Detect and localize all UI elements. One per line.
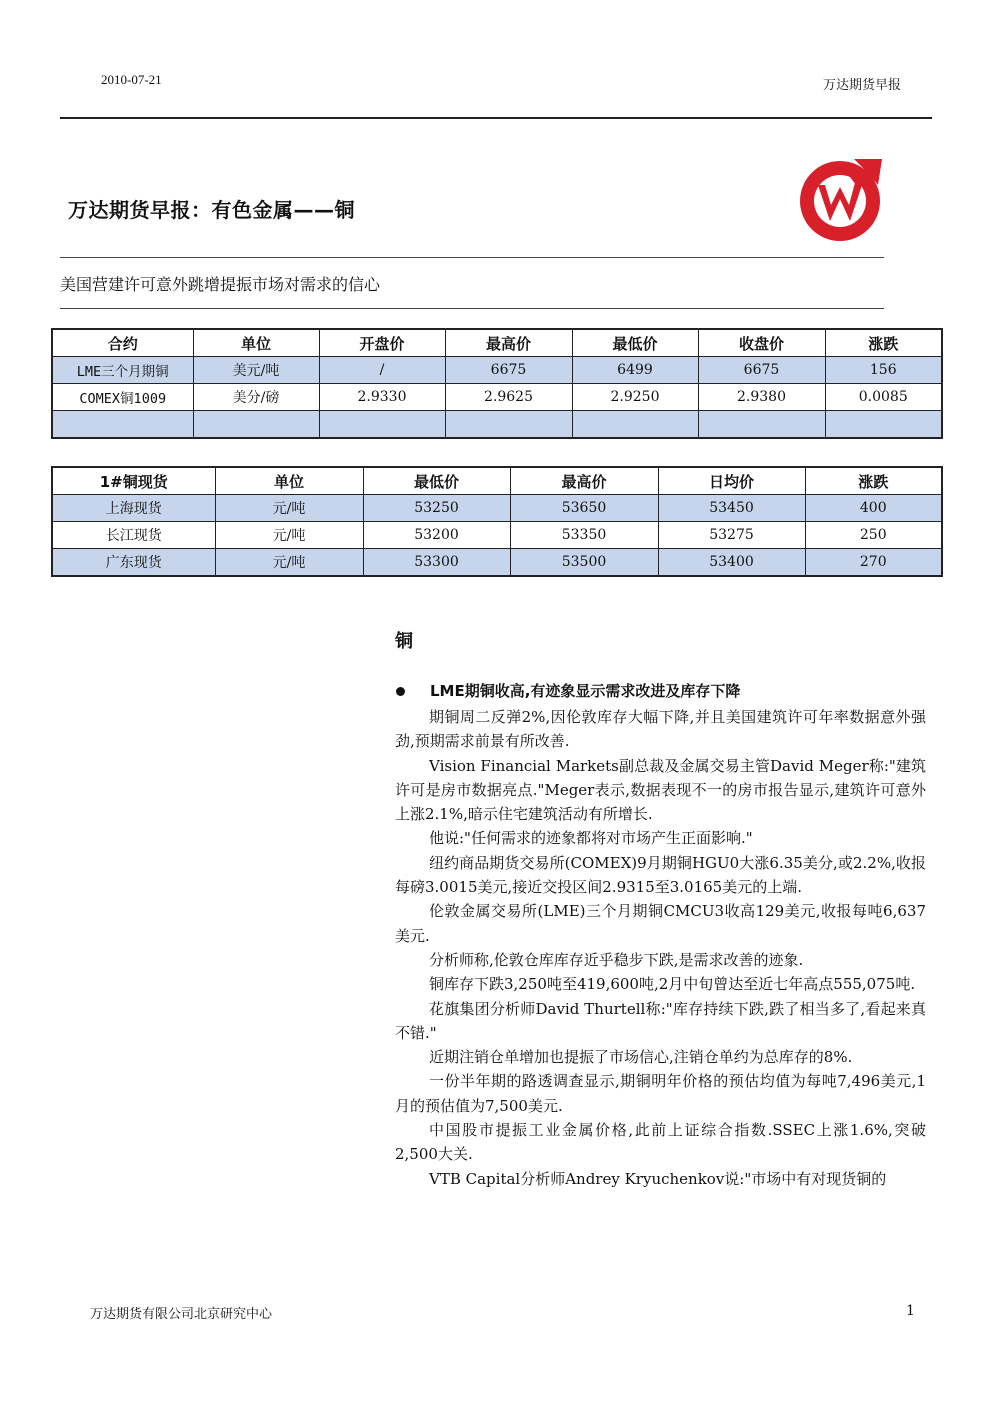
header-cell: 1#铜现货 <box>52 467 215 495</box>
table-cell <box>445 411 572 439</box>
table-cell: 400 <box>805 495 942 522</box>
table-cell: 53500 <box>510 549 658 577</box>
bullet-dot-icon <box>396 687 405 696</box>
table-cell: 长江现货 <box>52 522 215 549</box>
paragraph: 分析师称,伦敦仓库库存近乎稳步下跌,是需求改善的迹象. <box>429 950 804 969</box>
table-cell: / <box>319 357 445 384</box>
table-cell: 2.9330 <box>319 384 445 411</box>
table-cell: 270 <box>805 549 942 577</box>
table-cell: 53300 <box>363 549 510 577</box>
paragraph: 他说:"任何需求的迹象都将对市场产生正面影响." <box>429 829 753 848</box>
table-cell: 美分/磅 <box>193 384 319 411</box>
subtitle-rule-bottom <box>60 308 884 309</box>
table-cell: 2.9250 <box>572 384 698 411</box>
spot-table <box>51 466 943 577</box>
paragraph: 期铜周二反弹2%,因伦敦库存大幅下降,并且美国建筑许可年率数据意外强劲,预期需求前景有所改善. <box>395 708 926 751</box>
header-cell: 收盘价 <box>698 329 825 357</box>
paragraph: 一份半年期的路透调查显示,期铜明年价格的预估均值为每吨7,496美元,1月的预估值为7,500美元. <box>395 1072 926 1115</box>
table-cell: 156 <box>825 357 942 384</box>
wanda-logo-icon <box>796 155 884 243</box>
table-cell: 0.0085 <box>825 384 942 411</box>
header-cell: 涨跌 <box>805 467 942 495</box>
table-cell: 元/吨 <box>215 495 363 522</box>
header-cell: 合约 <box>52 329 193 357</box>
paragraph: 近期注销仓单增加也提振了市场信心,注销仓单约为总库存的8%. <box>429 1048 853 1067</box>
table-cell: 广东现货 <box>52 549 215 577</box>
table-cell: 上海现货 <box>52 495 215 522</box>
table-cell: 6675 <box>698 357 825 384</box>
header-date: 2010-07-21 <box>101 72 162 87</box>
paragraph: 铜库存下跌3,250吨至419,600吨,2月中旬曾达至近七年高点555,075吨. <box>429 975 916 994</box>
footer-company: 万达期货有限公司北京研究中心 <box>90 1307 273 1322</box>
table-cell <box>572 411 698 439</box>
table-cell: 53450 <box>658 495 805 522</box>
table-row <box>52 357 942 384</box>
table-cell: 53350 <box>510 522 658 549</box>
paragraph: 伦敦金属交易所(LME)三个月期铜CMCU3收高129美元,收报每吨6,637美元. <box>395 902 926 945</box>
table-cell: 2.9625 <box>445 384 572 411</box>
table-cell <box>825 411 942 439</box>
header-cell: 单位 <box>193 329 319 357</box>
page-title: 万达期货早报：有色金属——铜 <box>68 198 355 222</box>
section-heading: 铜 <box>395 631 413 652</box>
table-cell: 6675 <box>445 357 572 384</box>
table-cell: 250 <box>805 522 942 549</box>
futures-table <box>51 328 943 439</box>
table-cell <box>698 411 825 439</box>
subtitle-rule-top <box>60 257 884 258</box>
table-header-row <box>52 329 942 357</box>
header-cell: 最高价 <box>510 467 658 495</box>
table-cell: 美元/吨 <box>193 357 319 384</box>
table-cell: 53650 <box>510 495 658 522</box>
header-cell: 最低价 <box>572 329 698 357</box>
paragraph: Vision Financial Markets副总裁及金属交易主管David Meger称:"建筑许可是房市数据亮点."Meger表示,数据表现不一的房市报告显示,建筑许可意外上涨2.1%,暗示住宅建筑活动有所增长. <box>395 756 926 824</box>
table-cell: COMEX铜1009 <box>52 384 193 411</box>
subtitle: 美国营建许可意外跳增提振市场对需求的信心 <box>60 275 381 294</box>
page-number: 1 <box>906 1303 915 1319</box>
table-cell: 53250 <box>363 495 510 522</box>
table-cell: 53400 <box>658 549 805 577</box>
table-cell: 53200 <box>363 522 510 549</box>
table-row <box>52 522 942 549</box>
header-publication: 万达期货早报 <box>822 78 901 93</box>
table-header-row <box>52 467 942 495</box>
table-row <box>52 411 942 439</box>
header-cell: 涨跌 <box>825 329 942 357</box>
header-rule <box>60 117 932 119</box>
table-row <box>52 549 942 577</box>
table-row <box>52 495 942 522</box>
article-body <box>395 705 926 1191</box>
paragraph: 花旗集团分析师David Thurtell称:"库存持续下跌,跌了相当多了,看起来真不错." <box>395 999 926 1042</box>
table-cell: 元/吨 <box>215 549 363 577</box>
table-cell <box>193 411 319 439</box>
header-cell: 日均价 <box>658 467 805 495</box>
table-cell: 53275 <box>658 522 805 549</box>
table-cell <box>52 411 193 439</box>
header-cell: 单位 <box>215 467 363 495</box>
paragraph: VTB Capital分析师Andrey Kryuchenkov说:"市场中有对现货铜的 <box>429 1169 887 1188</box>
table-row <box>52 384 942 411</box>
header-cell: 最高价 <box>445 329 572 357</box>
paragraph: 纽约商品期货交易所(COMEX)9月期铜HGU0大涨6.35美分,或2.2%,收报每磅3.0015美元,接近交投区间2.9315至3.0165美元的上端. <box>395 853 926 897</box>
bullet-title: LME期铜收高,有迹象显示需求改进及库存下降 <box>430 682 741 700</box>
table-cell: LME三个月期铜 <box>52 357 193 384</box>
table-cell <box>319 411 445 439</box>
header-cell: 开盘价 <box>319 329 445 357</box>
table-cell: 2.9380 <box>698 384 825 411</box>
table-cell: 元/吨 <box>215 522 363 549</box>
paragraph: 中国股市提振工业金属价格,此前上证综合指数.SSEC上涨1.6%,突破2,500大关. <box>395 1121 926 1164</box>
header-cell: 最低价 <box>363 467 510 495</box>
table-cell: 6499 <box>572 357 698 384</box>
